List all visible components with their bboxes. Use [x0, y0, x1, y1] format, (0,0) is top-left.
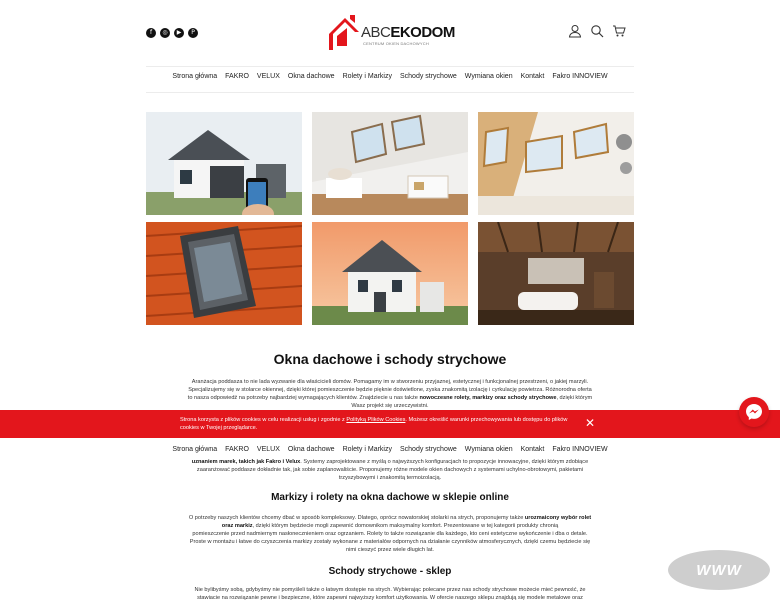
messenger-chat-button[interactable]	[739, 397, 769, 427]
sticky-nav-item-velux[interactable]: VELUX	[256, 446, 280, 453]
header-actions	[568, 24, 626, 38]
user-icon[interactable]	[568, 24, 582, 38]
site-header	[0, 0, 780, 68]
intro-paragraph: Aranżacja poddasza to nie lada wyzwanie dla właścicieli domów. Pomagamy im w stworzeniu przyjaznej, estetycznej i funkcjonalnej przestrzeni, o jakiej marzyli. Specjalizujemy się w stolarce okiennej, dzięki której pomieszczenie będzie pięknie doświetlone, zyska znakomitą izolację i cyrkulację powietrza. Różnorodna oferta to nasza odpowiedź na potrzeby najbardziej wymagających klientów. Znajdziecie u nas także nowoczesne rolety, markizy oraz schody strychowe, dzięki którym Wasz projekt się urzeczywistni.	[187, 379, 593, 409]
nav-divider	[146, 92, 634, 93]
attic-room-skylights-photo[interactable]	[478, 112, 634, 215]
house-sunset-photo[interactable]	[312, 222, 468, 325]
nav-item-contact[interactable]: Kontakt	[520, 73, 545, 80]
sticky-nav-item-contact[interactable]: Kontakt	[520, 446, 545, 453]
sticky-nav-item-home[interactable]: Strona główna	[172, 446, 218, 453]
cookie-policy-link[interactable]: Polityką Plików Cookies	[346, 417, 406, 423]
stairs-paragraph: Nie bylibyśmy sobą, gdybyśmy nie pomyśleli także o łatwym dostępie na strych. Wybierając polecane przez nas schody strychowe możecie mieć pewność, że stawiacie na rozwiązanie pewne i bezpieczne, które zapewni najwyższy komfort użytkowania. W ofercie naszego sklepu znajdują się modele metalowe oraz	[194, 587, 586, 600]
social-links	[146, 28, 198, 38]
pinterest-icon[interactable]: P	[188, 28, 198, 38]
sticky-nav-item-window-replacement[interactable]: Wymiana okien	[464, 446, 513, 453]
modern-house-smartphone-photo[interactable]	[146, 112, 302, 215]
nav-item-fakro[interactable]: FAKRO	[225, 73, 249, 80]
attic-bathroom-photo[interactable]	[478, 222, 634, 325]
nav-item-window-replacement[interactable]: Wymiana okien	[464, 73, 513, 80]
nav-item-blinds[interactable]: Rolety i Markizy	[342, 73, 392, 80]
youtube-icon[interactable]: ▶	[174, 28, 184, 38]
sticky-nav-item-fakro[interactable]: FAKRO	[225, 446, 249, 453]
nav-item-innoview[interactable]: Fakro INNOVIEW	[552, 73, 608, 80]
logo-tagline: CENTRUM OKIEN DACHOWYCH	[363, 41, 429, 46]
sticky-nav	[0, 446, 780, 458]
sticky-nav-item-innoview[interactable]: Fakro INNOVIEW	[552, 446, 608, 453]
header-divider	[146, 66, 634, 67]
cookie-text: Strona korzysta z plików cookies w celu realizacji usług i zgodnie z Polityką Plików Cookies. Możesz określić warunki przechowywania lub dostępu do plików cookies w Twojej przeglądarce.	[180, 417, 568, 431]
attic-bedroom-skylights-photo[interactable]	[312, 112, 468, 215]
messenger-icon	[745, 403, 763, 421]
house-logo-icon	[325, 12, 365, 52]
www-badge[interactable]: WWW	[668, 550, 770, 590]
brands-paragraph: uznaniem marek, takich jak Fakro i Velux. Systemy zaprojektowane z myślą o najwyższych konfiguracjach to propozycje innowacyjne, dzięki którym zdobiące zaaranżować poddasze dokładnie tak, jak sobie zaplanowaliście. Proponujemy różne modele okien dachowych z systemami uchylno-obrotowymi, pakietami trzyszybowymi i znakomitą termoizolacją.	[191, 459, 589, 481]
blinds-paragraph: O potrzeby naszych klientów chcemy dbać w sposób kompleksowy. Dlatego, oprócz nowatorskiej stolarki na strych, proponujemy także urozmaicony wybór rolet oraz markiz, dzięki którym będziecie mogli zapewnić domownikom maksymalny komfort. Prezentowane w tej kategorii produkty chronią pomieszczenie przed nadmiernym nasłonecznieniem oraz ogrzaniem. Rolety to także rozwiązanie dla każdego, kto ceni estetyczne wykończenie i dba o detale. Proste w montażu i łatwe do czyszczenia markizy zostały wykonane z materiałów odpornych na działanie czynników atmosferycznych, dzięki czemu będziecie się nimi cieszyć przez wiele długich lat.	[188, 515, 592, 553]
sticky-nav-item-roof-windows[interactable]: Okna dachowe	[287, 446, 335, 453]
nav-item-attic-stairs[interactable]: Schody strychowe	[399, 73, 457, 80]
nav-item-velux[interactable]: VELUX	[256, 73, 280, 80]
roof-window-tiles-photo[interactable]	[146, 222, 302, 325]
cart-icon[interactable]	[612, 24, 626, 38]
nav-item-home[interactable]: Strona główna	[172, 73, 218, 80]
sticky-nav-item-blinds[interactable]: Rolety i Markizy	[342, 446, 392, 453]
sticky-nav-item-attic-stairs[interactable]: Schody strychowe	[399, 446, 457, 453]
search-icon[interactable]	[590, 24, 604, 38]
section-title-stairs: Schody strychowe - sklep	[328, 566, 452, 577]
nav-item-roof-windows[interactable]: Okna dachowe	[287, 73, 335, 80]
main-nav	[0, 73, 780, 80]
page-title: Okna dachowe i schody strychowe	[273, 351, 507, 367]
facebook-icon[interactable]: f	[146, 28, 156, 38]
site-logo[interactable]	[325, 12, 460, 54]
section-title-blinds: Markizy i rolety na okna dachowe w sklepie online	[271, 492, 509, 503]
close-icon[interactable]: ✕	[584, 416, 596, 430]
instagram-icon[interactable]: ◎	[160, 28, 170, 38]
logo-text: ABCEKODOM	[361, 24, 455, 41]
cookie-banner	[0, 410, 780, 438]
